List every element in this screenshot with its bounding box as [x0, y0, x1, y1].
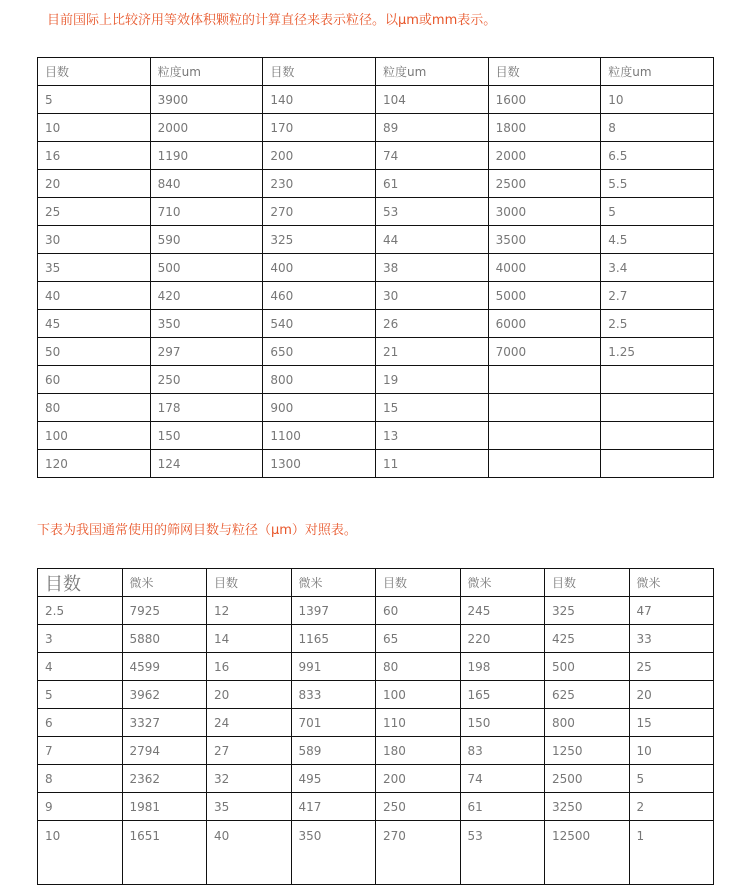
table-cell: 53: [375, 198, 488, 226]
table-cell: 6000: [488, 310, 601, 338]
table-cell: 180: [376, 737, 461, 765]
table-cell: 15: [375, 394, 488, 422]
table-row: [38, 142, 714, 170]
table-cell: 350: [150, 310, 263, 338]
table-cell: 4.5: [601, 226, 714, 254]
table-cell: 425: [545, 625, 630, 653]
table-cell: 165: [460, 681, 545, 709]
table-cell: 1651: [122, 821, 207, 885]
table-cell: 33: [629, 625, 714, 653]
table-cell: 32: [207, 765, 292, 793]
table-cell: 590: [150, 226, 263, 254]
table-cell: [601, 450, 714, 478]
table-row: [38, 310, 714, 338]
table-cell: 170: [263, 114, 376, 142]
table-cell: 5: [601, 198, 714, 226]
table-row: [38, 709, 714, 737]
column-header: 目数: [207, 569, 292, 597]
table-cell: 44: [375, 226, 488, 254]
header-row: [38, 569, 714, 597]
table-cell: 65: [376, 625, 461, 653]
table-cell: 1250: [545, 737, 630, 765]
table-cell: 16: [207, 653, 292, 681]
table-cell: 8: [601, 114, 714, 142]
table-cell: 178: [150, 394, 263, 422]
table-cell: [601, 366, 714, 394]
table-cell: 7925: [122, 597, 207, 625]
column-header: 目数: [38, 58, 151, 86]
table-cell: 1981: [122, 793, 207, 821]
column-header: 粒度um: [150, 58, 263, 86]
table-cell: 35: [38, 254, 151, 282]
table-cell: 12500: [545, 821, 630, 885]
table-cell: 61: [460, 793, 545, 821]
table-cell: 800: [545, 709, 630, 737]
table-cell: 198: [460, 653, 545, 681]
table-cell: 2500: [545, 765, 630, 793]
table-cell: [488, 366, 601, 394]
table-row: [38, 681, 714, 709]
table-cell: 140: [263, 86, 376, 114]
table-cell: 104: [375, 86, 488, 114]
table-cell: 2500: [488, 170, 601, 198]
table-row: [38, 226, 714, 254]
table-cell: 500: [150, 254, 263, 282]
table-row: [38, 625, 714, 653]
china-table-caption: 下表为我国通常使用的筛网目数与粒径（μm）对照表。: [37, 523, 357, 538]
table-row: [38, 366, 714, 394]
table-cell: 4599: [122, 653, 207, 681]
mesh-size-table-china: [37, 568, 714, 885]
table-cell: 5000: [488, 282, 601, 310]
column-header: 粒度um: [375, 58, 488, 86]
column-header: 粒度um: [601, 58, 714, 86]
table-cell: 1.25: [601, 338, 714, 366]
table-cell: 19: [375, 366, 488, 394]
table-cell: 250: [376, 793, 461, 821]
table-cell: 220: [460, 625, 545, 653]
table-cell: 650: [263, 338, 376, 366]
mesh-size-table-international: [37, 57, 714, 478]
table-cell: [601, 422, 714, 450]
table-cell: 14: [207, 625, 292, 653]
table-cell: 11: [375, 450, 488, 478]
table-cell: 1397: [291, 597, 376, 625]
table-cell: 5: [38, 86, 151, 114]
table-cell: 5880: [122, 625, 207, 653]
table-cell: 2.5: [38, 597, 123, 625]
table-cell: 25: [629, 653, 714, 681]
table-cell: 833: [291, 681, 376, 709]
column-header: 微米: [291, 569, 376, 597]
table-cell: 12: [207, 597, 292, 625]
table-cell: 25: [38, 198, 151, 226]
table-cell: 35: [207, 793, 292, 821]
table-cell: 24: [207, 709, 292, 737]
table-cell: 20: [629, 681, 714, 709]
table-cell: 297: [150, 338, 263, 366]
table-cell: 26: [375, 310, 488, 338]
table-cell: 80: [376, 653, 461, 681]
table-cell: 350: [291, 821, 376, 885]
column-header: 微米: [122, 569, 207, 597]
table-cell: 1: [629, 821, 714, 885]
table-row: [38, 86, 714, 114]
table-row: [38, 653, 714, 681]
table-cell: 50: [38, 338, 151, 366]
table-cell: 2000: [150, 114, 263, 142]
table-cell: [488, 422, 601, 450]
table-row: [38, 765, 714, 793]
table-cell: 3: [38, 625, 123, 653]
table-cell: 40: [38, 282, 151, 310]
table-cell: 800: [263, 366, 376, 394]
table-cell: 1100: [263, 422, 376, 450]
table-cell: 200: [263, 142, 376, 170]
table-cell: 325: [545, 597, 630, 625]
table-cell: 10: [629, 737, 714, 765]
column-header: 目数: [38, 569, 123, 597]
table-cell: 270: [376, 821, 461, 885]
table-cell: 45: [38, 310, 151, 338]
table-cell: 2000: [488, 142, 601, 170]
table-cell: 325: [263, 226, 376, 254]
table-cell: 10: [601, 86, 714, 114]
column-header: 微米: [629, 569, 714, 597]
table-cell: 400: [263, 254, 376, 282]
table-cell: 7: [38, 737, 123, 765]
table-cell: 540: [263, 310, 376, 338]
table-cell: 5: [38, 681, 123, 709]
table-cell: 4: [38, 653, 123, 681]
table-cell: 3500: [488, 226, 601, 254]
table-cell: 589: [291, 737, 376, 765]
table-cell: 1800: [488, 114, 601, 142]
column-header: 微米: [460, 569, 545, 597]
table-cell: 13: [375, 422, 488, 450]
table-cell: 2.7: [601, 282, 714, 310]
table-cell: 89: [375, 114, 488, 142]
table-cell: 840: [150, 170, 263, 198]
table-row: [38, 597, 714, 625]
table-cell: 9: [38, 793, 123, 821]
table-cell: 60: [376, 597, 461, 625]
table-cell: 150: [150, 422, 263, 450]
table-cell: 3.4: [601, 254, 714, 282]
table-cell: 230: [263, 170, 376, 198]
table-cell: 900: [263, 394, 376, 422]
column-header: 目数: [488, 58, 601, 86]
table-cell: [488, 394, 601, 422]
table-row: [38, 450, 714, 478]
table-cell: 10: [38, 114, 151, 142]
table-row: [38, 793, 714, 821]
table-cell: 1600: [488, 86, 601, 114]
table-cell: 83: [460, 737, 545, 765]
intro-text: 目前国际上比较济用等效体积颗粒的计算直径来表示粒径。以μm或mm表示。: [47, 13, 497, 28]
table-row: [38, 170, 714, 198]
table-cell: 1165: [291, 625, 376, 653]
table-cell: 250: [150, 366, 263, 394]
table-row: [38, 198, 714, 226]
table-cell: 6.5: [601, 142, 714, 170]
table-row: [38, 114, 714, 142]
table-cell: 3250: [545, 793, 630, 821]
table-cell: 2362: [122, 765, 207, 793]
column-header: 目数: [263, 58, 376, 86]
table-cell: 417: [291, 793, 376, 821]
table-cell: 27: [207, 737, 292, 765]
table-cell: 2: [629, 793, 714, 821]
table-cell: 15: [629, 709, 714, 737]
table-row: [38, 254, 714, 282]
table-cell: 2794: [122, 737, 207, 765]
table-cell: 8: [38, 765, 123, 793]
table-row: [38, 394, 714, 422]
table-row: [38, 422, 714, 450]
column-header: 目数: [545, 569, 630, 597]
table-cell: 124: [150, 450, 263, 478]
table-cell: 500: [545, 653, 630, 681]
table-cell: 625: [545, 681, 630, 709]
table-cell: 120: [38, 450, 151, 478]
table-cell: 1190: [150, 142, 263, 170]
table-cell: 495: [291, 765, 376, 793]
table-cell: 60: [38, 366, 151, 394]
table-cell: 110: [376, 709, 461, 737]
table-cell: 5.5: [601, 170, 714, 198]
table-row: [38, 282, 714, 310]
table-cell: 4000: [488, 254, 601, 282]
table-cell: 53: [460, 821, 545, 885]
table-cell: 74: [460, 765, 545, 793]
table-cell: 3327: [122, 709, 207, 737]
table-cell: 991: [291, 653, 376, 681]
table-cell: 74: [375, 142, 488, 170]
table-cell: 100: [376, 681, 461, 709]
table-cell: 245: [460, 597, 545, 625]
table-row: [38, 737, 714, 765]
table-cell: 38: [375, 254, 488, 282]
table-cell: 1300: [263, 450, 376, 478]
table-row: [38, 821, 714, 885]
table-cell: 47: [629, 597, 714, 625]
table-cell: 3962: [122, 681, 207, 709]
table-cell: 100: [38, 422, 151, 450]
table-cell: 2.5: [601, 310, 714, 338]
table-cell: 7000: [488, 338, 601, 366]
table-cell: 3000: [488, 198, 601, 226]
table-cell: 3900: [150, 86, 263, 114]
table-cell: 5: [629, 765, 714, 793]
table-cell: [601, 394, 714, 422]
table-cell: 10: [38, 821, 123, 885]
table-cell: 710: [150, 198, 263, 226]
table-cell: 20: [38, 170, 151, 198]
table-cell: 460: [263, 282, 376, 310]
table-cell: 30: [38, 226, 151, 254]
table-cell: 6: [38, 709, 123, 737]
table-cell: 40: [207, 821, 292, 885]
table-cell: 16: [38, 142, 151, 170]
table-cell: 30: [375, 282, 488, 310]
header-row: [38, 58, 714, 86]
table-cell: 200: [376, 765, 461, 793]
table-cell: 80: [38, 394, 151, 422]
table-row: [38, 338, 714, 366]
table-cell: 20: [207, 681, 292, 709]
table-cell: 21: [375, 338, 488, 366]
table-cell: 150: [460, 709, 545, 737]
column-header: 目数: [376, 569, 461, 597]
table-cell: 270: [263, 198, 376, 226]
table-cell: 420: [150, 282, 263, 310]
table-cell: 61: [375, 170, 488, 198]
table-cell: [488, 450, 601, 478]
table-cell: 701: [291, 709, 376, 737]
